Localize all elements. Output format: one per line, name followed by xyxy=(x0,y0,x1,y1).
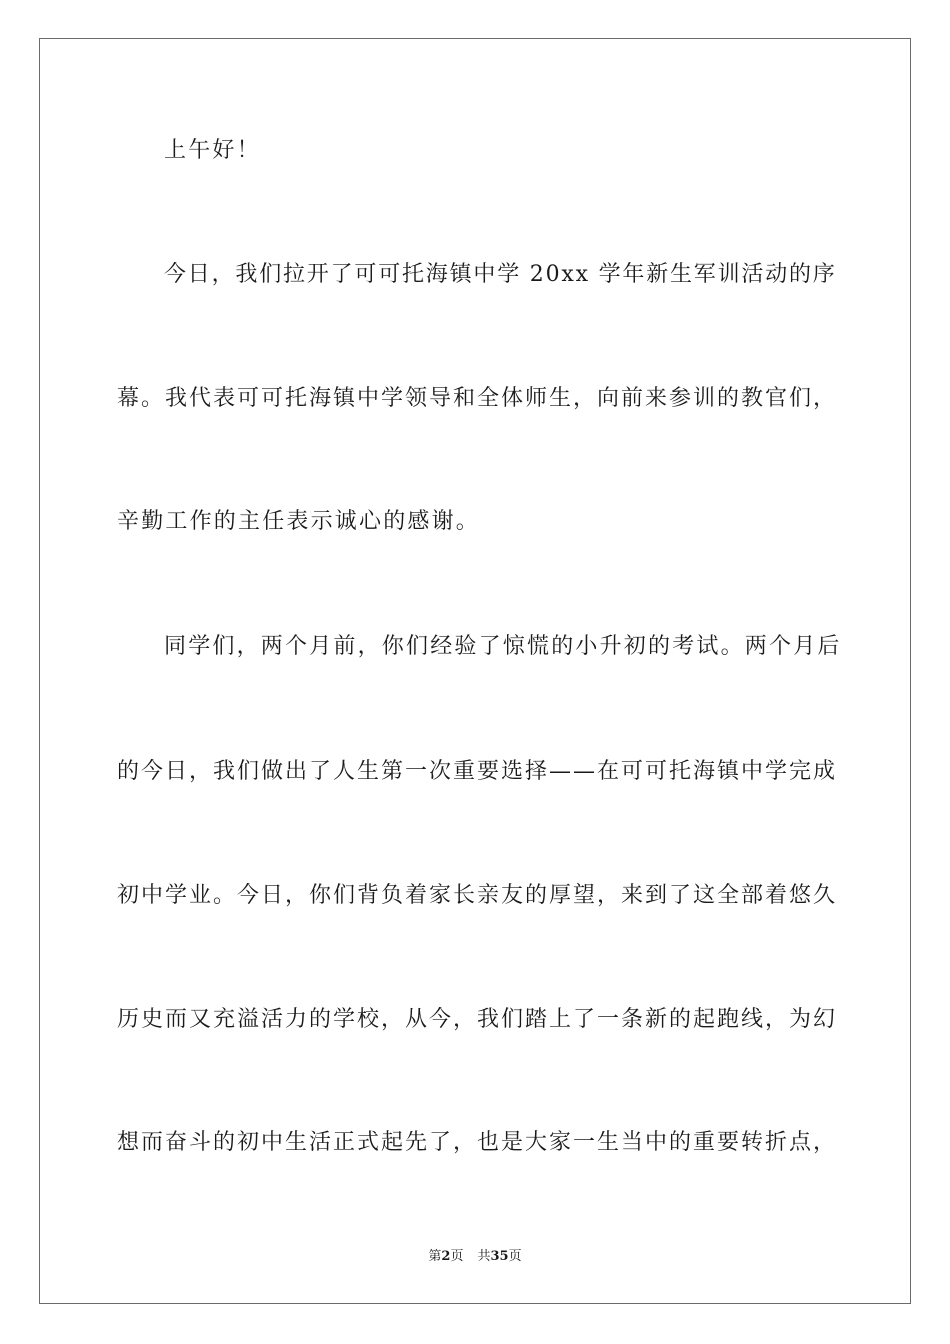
paragraph-1-line-2: 幕。我代表可可托海镇中学领导和全体师生，向前来参训的教官们， xyxy=(117,386,838,411)
paragraph-1-line-1: 今日，我们拉开了可可托海镇中学 20xx 学年新生军训活动的序 xyxy=(164,262,837,287)
paragraph-2-line-3: 初中学业。今日，你们背负着家长亲友的厚望，来到了这全部着悠久 xyxy=(117,883,838,908)
page-label-prefix: 第 xyxy=(428,1249,442,1264)
page-label-suffix: 页 xyxy=(450,1249,464,1264)
paragraph-2-line-5: 想而奋斗的初中生活正式起先了，也是大家一生当中的重要转折点， xyxy=(117,1130,838,1155)
total-page-count: 35 xyxy=(490,1249,509,1264)
current-page-number: 2 xyxy=(441,1249,451,1264)
greeting-line: 上午好！ xyxy=(164,138,261,163)
paragraph-2-line-4: 历史而又充溢活力的学校，从今，我们踏上了一条新的起跑线，为幻 xyxy=(117,1007,838,1032)
page-footer xyxy=(0,1248,950,1266)
page-border xyxy=(39,38,911,1304)
paragraph-2-line-2: 的今日，我们做出了人生第一次重要选择——在可可托海镇中学完成 xyxy=(117,759,838,784)
paragraph-2-line-1: 同学们，两个月前，你们经验了惊慌的小升初的考试。两个月后 xyxy=(164,634,842,659)
paragraph-1-line-3: 辛勤工作的主任表示诚心的感谢。 xyxy=(117,509,481,534)
total-label-prefix: 共 xyxy=(477,1249,491,1264)
total-label-suffix: 页 xyxy=(508,1249,522,1264)
